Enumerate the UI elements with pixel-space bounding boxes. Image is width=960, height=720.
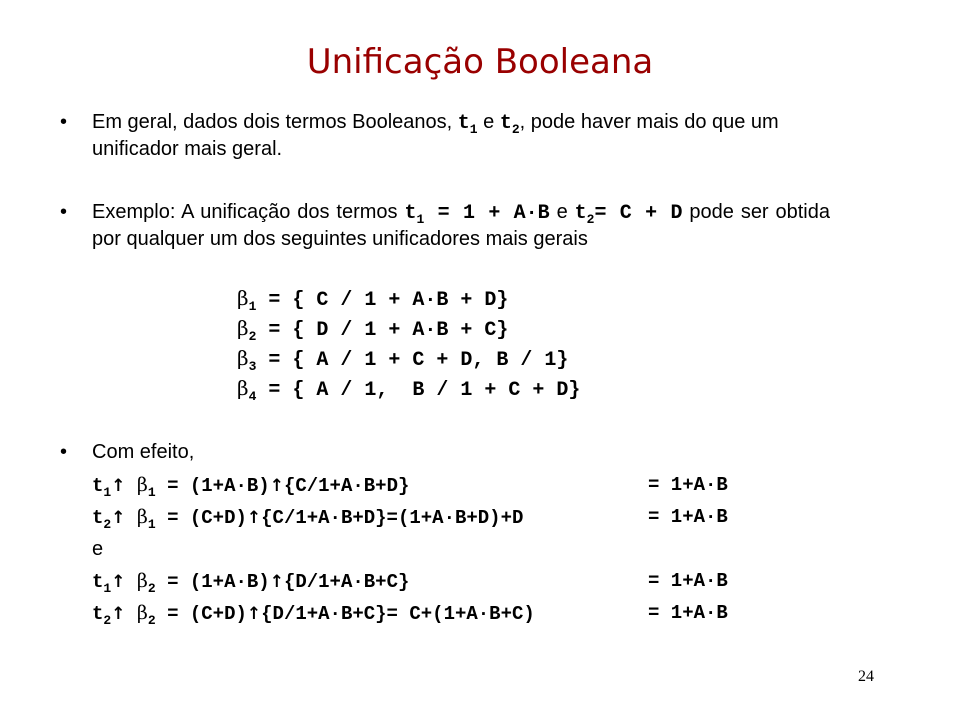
unifier-expression: = { A / 1, B / 1 + C + D} (256, 379, 581, 402)
computation-4-result: = 1+A·B (648, 602, 728, 624)
arrow-up-icon: ↑ (246, 508, 262, 528)
term-subscript: 1 (103, 485, 112, 500)
computation-4 (92, 601, 535, 628)
unifier-expression: = { C / 1 + A·B + D} (256, 289, 509, 312)
slide-title: Unificação Booleana (306, 42, 654, 82)
beta-symbol: β (237, 316, 249, 340)
t1-subscript: 1 (469, 122, 478, 137)
arrow-up-icon: ↑ (111, 604, 126, 624)
computation-expression: {C/1+A·B+D}=(1+A·B+D)+D (261, 507, 524, 529)
computation-lhs: = (C+D) (155, 603, 247, 625)
t2-symbol: t (499, 112, 512, 135)
beta-symbol: β (136, 506, 148, 528)
beta-symbol: β (237, 376, 249, 400)
paragraph-1 (92, 110, 830, 161)
beta-subscript: 1 (248, 299, 257, 314)
t2-expression: = C + D (594, 202, 683, 225)
arrow-up-icon: ↑ (111, 476, 126, 496)
beta-subscript: 1 (147, 517, 156, 532)
term-subscript: 2 (103, 517, 112, 532)
computation-expression: {C/1+A·B+D} (283, 475, 410, 497)
paragraph-2-text: Exemplo: A unificação dos termos (92, 201, 405, 223)
t1-subscript: 1 (416, 212, 425, 227)
computation-1 (92, 473, 409, 500)
computation-3 (92, 569, 409, 596)
beta-subscript: 3 (248, 359, 257, 374)
bullet-3: • (60, 441, 68, 463)
paragraph-1-text: Em geral, dados dois termos Booleanos, (92, 111, 458, 133)
term-symbol: t (92, 571, 104, 593)
computation-expression: {D/1+A·B+C}= C+(1+A·B+C) (261, 603, 535, 625)
term-symbol: t (92, 507, 104, 529)
unifier-beta-1 (237, 286, 508, 314)
beta-symbol: β (237, 346, 249, 370)
arrow-up-icon: ↑ (269, 572, 284, 592)
paragraph-1-rest: , pode haver mais do que um unificador mais geral. (92, 111, 779, 160)
computation-3-result: = 1+A·B (648, 570, 728, 592)
beta-symbol: β (237, 286, 249, 310)
unifier-expression: = { D / 1 + A·B + C} (256, 319, 509, 342)
unifier-beta-3 (237, 346, 568, 374)
t1-symbol: t (457, 112, 470, 135)
unifier-beta-2 (237, 316, 508, 344)
page-number: 24 (858, 668, 874, 685)
paragraph-2 (92, 200, 830, 251)
unifier-expression: = { A / 1 + C + D, B / 1} (256, 349, 569, 372)
paragraph-2-rest: pode ser obtida por qualquer um dos seguintes unificadores mais gerais (92, 201, 830, 250)
arrow-up-icon: ↑ (246, 604, 262, 624)
arrow-up-icon: ↑ (111, 508, 126, 528)
beta-subscript: 2 (147, 581, 156, 596)
beta-subscript: 2 (147, 613, 156, 628)
term-subscript: 2 (103, 613, 112, 628)
t1-symbol: t (404, 202, 417, 225)
computation-2 (92, 505, 523, 532)
computation-expression: {D/1+A·B+C} (283, 571, 410, 593)
arrow-up-icon: ↑ (269, 476, 284, 496)
t2-subscript: 2 (586, 212, 595, 227)
t2-symbol: t (574, 202, 587, 225)
beta-subscript: 4 (248, 389, 257, 404)
t2-subscript: 2 (511, 122, 520, 137)
unifier-beta-4 (237, 376, 580, 404)
beta-symbol: β (136, 570, 148, 592)
computation-lhs: = (1+A·B) (155, 475, 270, 497)
computation-lhs: = (C+D) (155, 507, 247, 529)
beta-subscript: 2 (248, 329, 257, 344)
paragraph-1-conj: e (477, 111, 500, 133)
t1-expression: = 1 + A·B (424, 202, 550, 225)
paragraph-2-conj: e (549, 201, 575, 223)
arrow-up-icon: ↑ (111, 572, 126, 592)
bullet-1: • (60, 111, 68, 133)
beta-subscript: 1 (147, 485, 156, 500)
term-subscript: 1 (103, 581, 112, 596)
computation-1-result: = 1+A·B (648, 474, 728, 496)
term-symbol: t (92, 603, 104, 625)
beta-symbol: β (136, 602, 148, 624)
computation-2-result: = 1+A·B (648, 506, 728, 528)
connector-text: e (92, 538, 104, 560)
term-symbol: t (92, 475, 104, 497)
beta-symbol: β (136, 474, 148, 496)
paragraph-3: Com efeito, (92, 441, 195, 463)
bullet-2: • (60, 201, 68, 223)
computation-lhs: = (1+A·B) (155, 571, 270, 593)
